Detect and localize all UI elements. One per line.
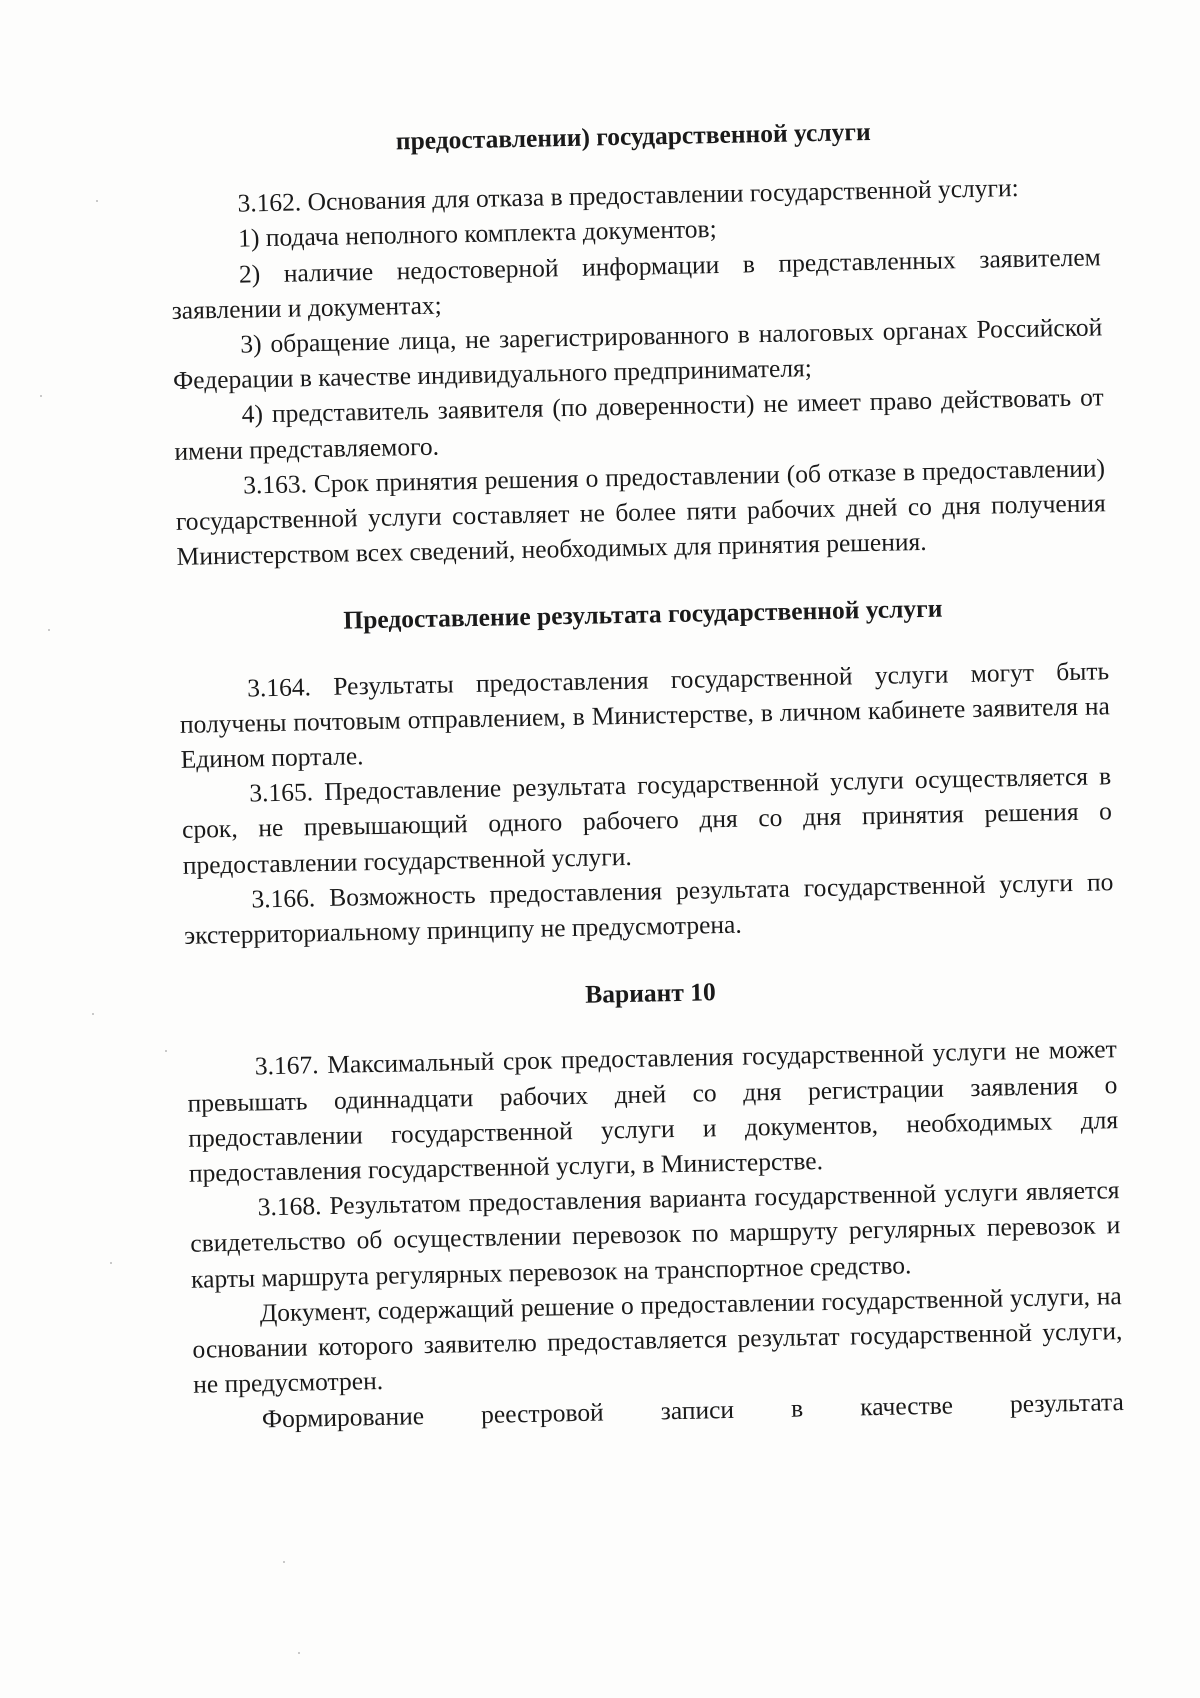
list-item-3: 3) обращение лица, не зарегистрированного в налоговых органах Российской Федерации в качестве индивидуального предпринимателя; (172, 312, 1103, 396)
scan-speck (48, 629, 50, 631)
scan-speck (96, 200, 98, 202)
list-item-2: 2) наличие недостоверной информации в представленных заявителем заявлении и документах; (171, 241, 1102, 325)
section-heading-variant: Вариант 10 (584, 977, 716, 1010)
scan-speck (283, 1561, 285, 1563)
paragraph-3-166: 3.166. Возможность предоставления результата государственной услуги по экстерриториальному принципу не предусмотрена. (183, 867, 1114, 950)
section-heading-result: Предоставление результата государственной услуги (343, 593, 943, 636)
scan-speck (298, 1652, 300, 1654)
paragraph-document-decision: Документ, содержащий решение о предоставлении государственной услуги, на основании которого заявителю предоставляется результат государственной услуги, не предусмотрен. (192, 1280, 1123, 1400)
list-item-4: 4) представитель заявителя (по доверенности) не имеет право действовать от имени представляемого. (174, 382, 1104, 466)
scan-speck (165, 1050, 167, 1052)
scan-speck (92, 1013, 94, 1015)
scan-speck (40, 395, 42, 397)
paragraph-3-164: 3.164. Результаты предоставления государственной услуги могут быть получены почтовым отправлением, в Министерстве, в личном кабинете заявителя на Едином портале. (179, 655, 1111, 774)
list-item-1: 1) подача неполного комплекта документов; (237, 214, 717, 254)
paragraph-registry-record: Формирование реестровой записи в качестве результата (261, 1386, 1125, 1433)
paragraph-3-167: 3.167. Максимальный срок предоставления государственной услуги не может превышать одиннадцати рабочих дней со дня регистрации заявления о предоставлении государственной услуги и документов, необходимых для предоставления государственной услуги, в Министерстве. (187, 1034, 1119, 1188)
section-heading-decision: предоставлении) государственной услуги (395, 116, 871, 156)
document-body (168, 109, 1124, 1437)
paragraph-3-162: 3.162. Основания для отказа в предоставлении государственной услуги: (237, 173, 1019, 218)
paragraph-3-168: 3.168. Результатом предоставления варианта государственной услуги является свидетельство об осуществлении перевозок по маршруту регулярных перевозок и карты маршрута регулярных перевозок на транспортное средство. (190, 1175, 1121, 1294)
paragraph-3-165: 3.165. Предоставление результата государственной услуги осуществляется в срок, не превышающий одного рабочего дня со дня принятия решения о предоставлении государственной услуги. (181, 761, 1113, 880)
paragraph-3-163: 3.163. Срок принятия решения о предоставлении (об отказе в предоставлении) государственной услуги составляет не более пяти рабочих дней со дня получения Министерством всех сведений, необходимых для принятия решения. (175, 453, 1107, 572)
scan-speck (110, 1262, 112, 1264)
